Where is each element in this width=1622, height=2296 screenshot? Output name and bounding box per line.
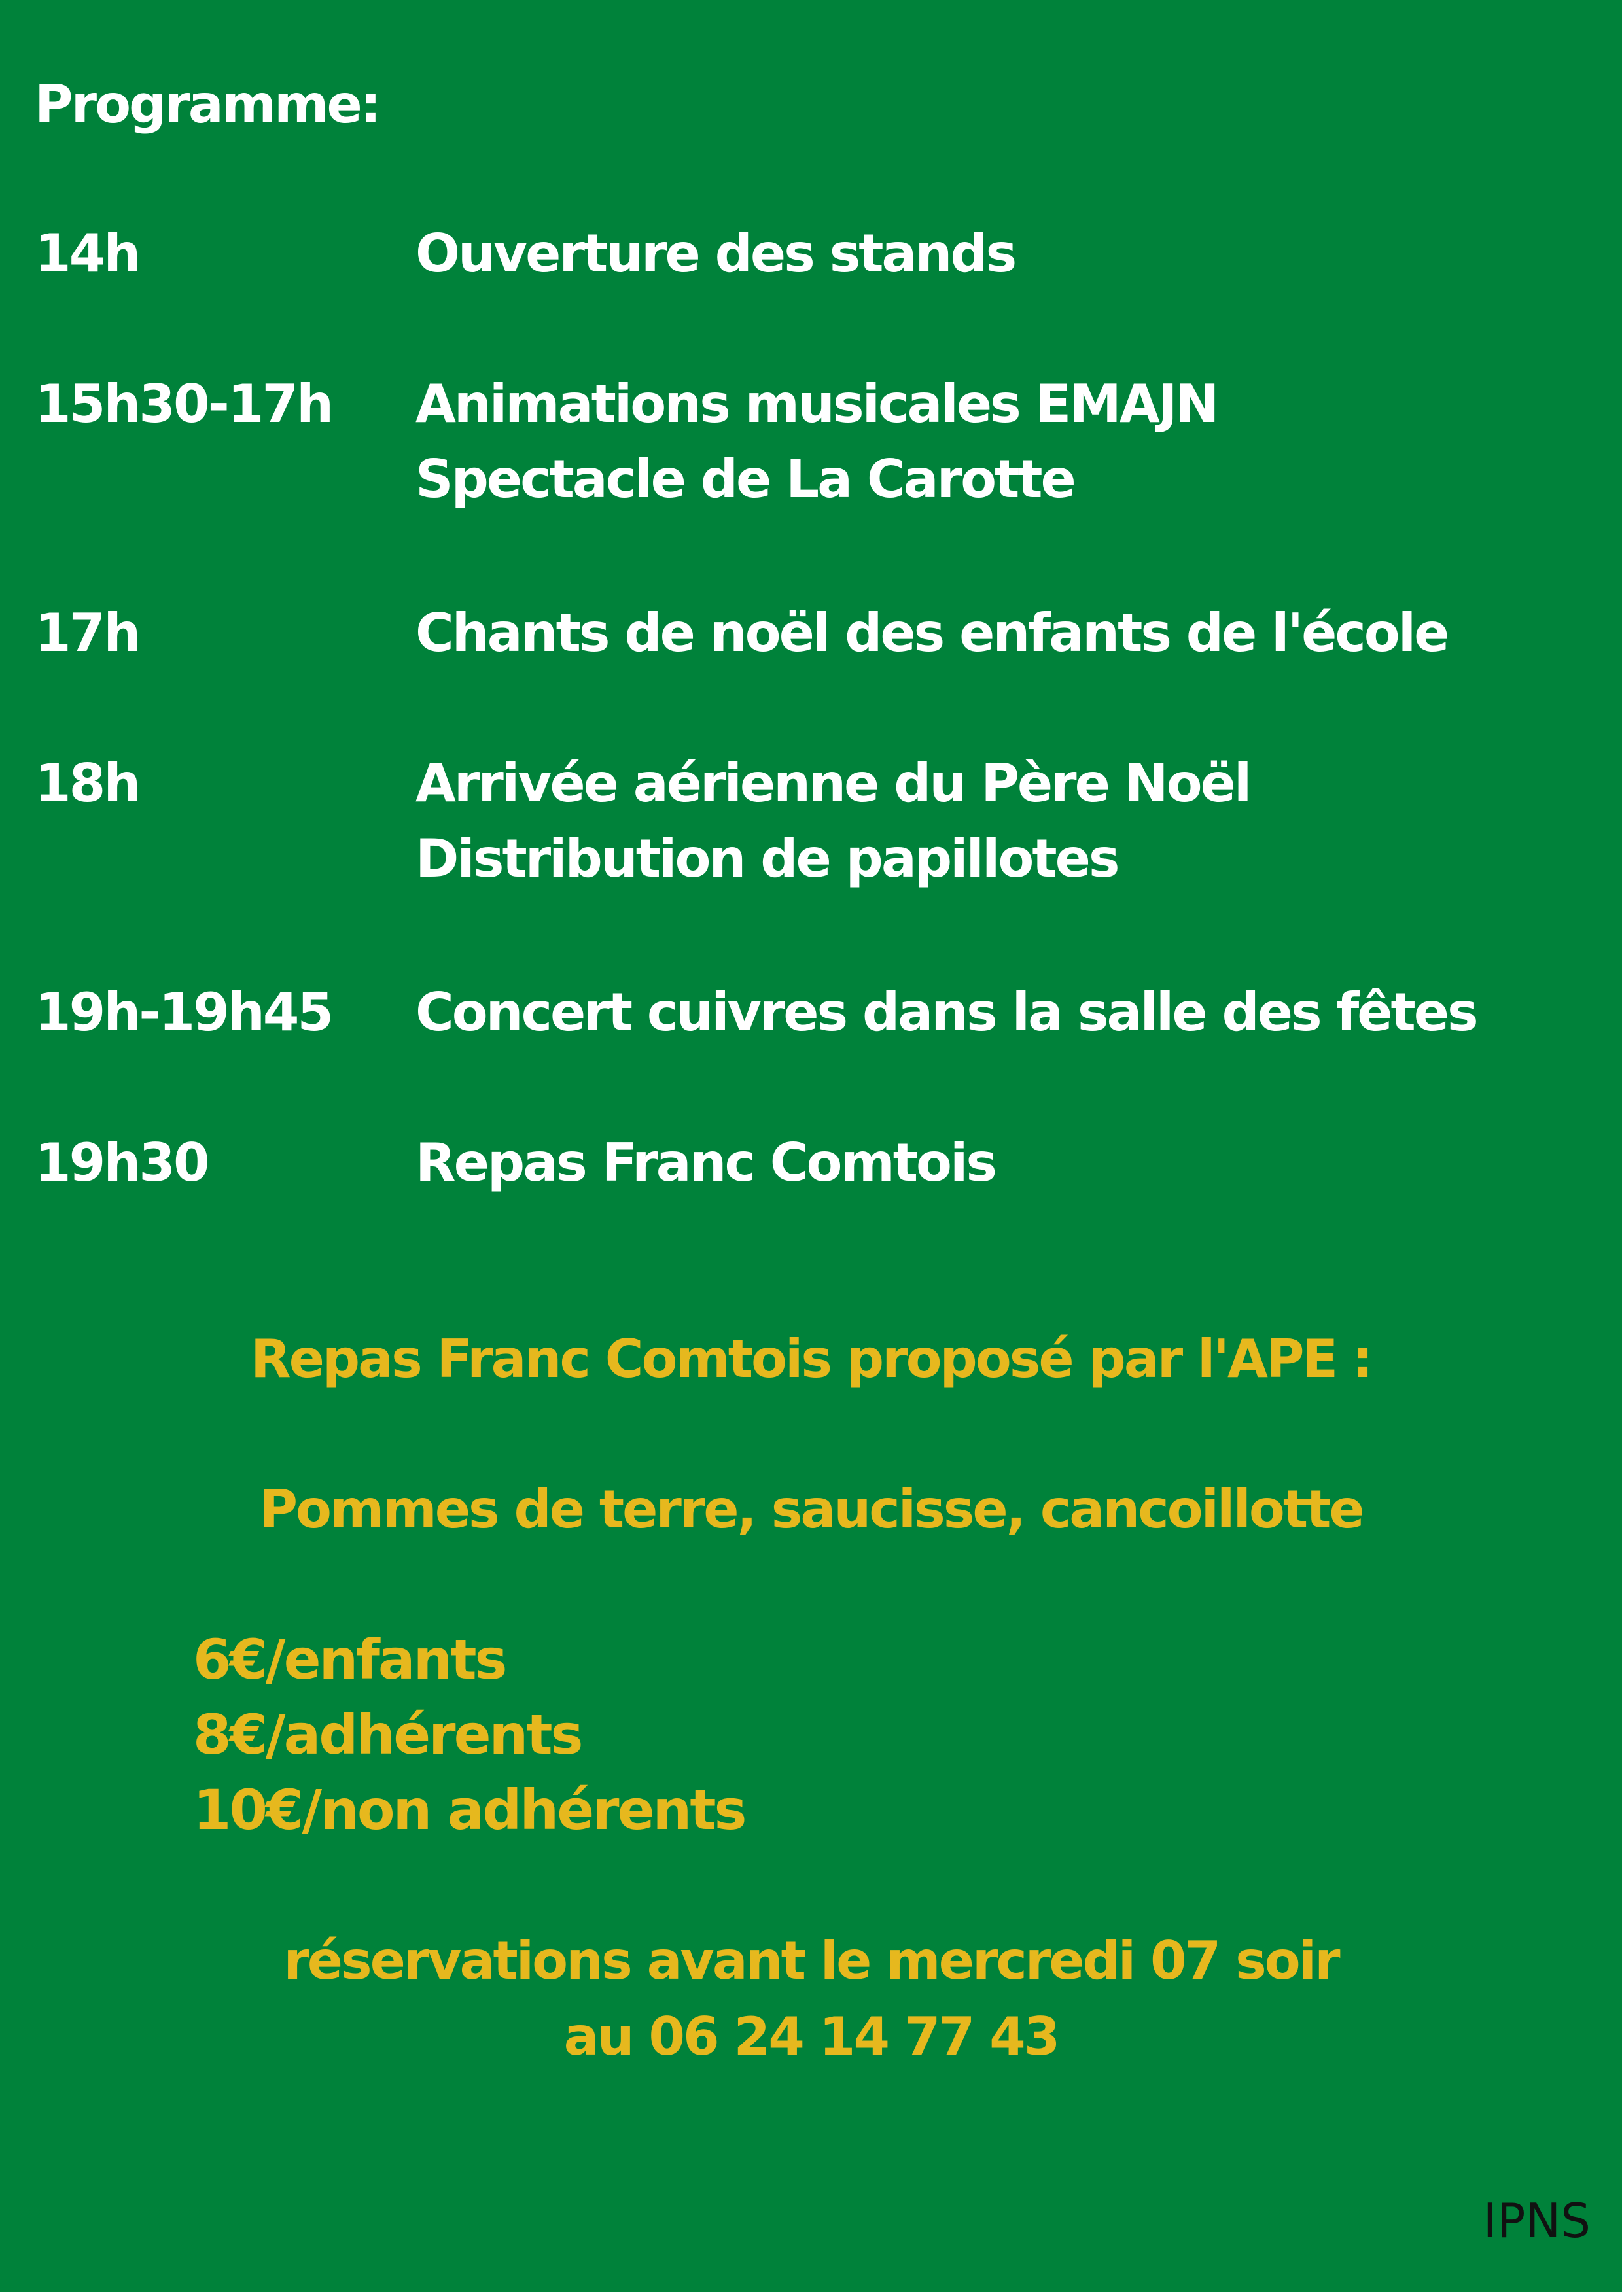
schedule-time: 19h30 — [35, 1132, 208, 1193]
schedule-events — [415, 595, 1447, 670]
schedule-event: Spectacle de La Carotte — [415, 449, 1074, 510]
schedule-events — [415, 975, 1477, 1050]
schedule-events — [415, 216, 1015, 291]
programme-heading: Programme: — [35, 74, 379, 135]
schedule-events — [415, 1125, 995, 1200]
ipns-mark: IPNS — [1483, 2193, 1591, 2248]
schedule-time: 19h-19h45 — [35, 982, 332, 1043]
schedule-time: 17h — [35, 602, 139, 663]
schedule-event: Ouverture des stands — [415, 223, 1015, 284]
schedule-event: Concert cuivres dans la salle des fêtes — [415, 982, 1477, 1043]
schedule-event: Repas Franc Comtois — [415, 1132, 996, 1193]
schedule-time: 18h — [35, 753, 139, 814]
schedule-event: Arrivée aérienne du Père Noël — [415, 753, 1250, 814]
meal-title: Repas Franc Comtois proposé par l'APE : — [250, 1329, 1372, 1389]
schedule-time: 15h30-17h — [35, 374, 332, 434]
schedule-event: Animations musicales EMAJN — [415, 374, 1218, 434]
schedule-event: Distribution de papillotes — [415, 828, 1118, 889]
price-item: 10€/non adhérents — [193, 1778, 745, 1842]
price-list — [193, 1622, 745, 1848]
reservation-info — [0, 1923, 1622, 2075]
reservation-phone: au 06 24 14 77 43 — [563, 2006, 1059, 2067]
schedule-event: Chants de noël des enfants de l'école — [415, 602, 1448, 663]
reservation-deadline: réservations avant le mercredi 07 soir — [283, 1930, 1339, 1991]
schedule-events — [415, 366, 1217, 517]
schedule-time: 14h — [35, 223, 139, 284]
price-item: 6€/enfants — [193, 1627, 506, 1692]
price-item: 8€/adhérents — [193, 1703, 582, 1767]
schedule-events — [415, 746, 1250, 896]
meal-menu: Pommes de terre, saucisse, cancoillotte — [259, 1479, 1363, 1540]
